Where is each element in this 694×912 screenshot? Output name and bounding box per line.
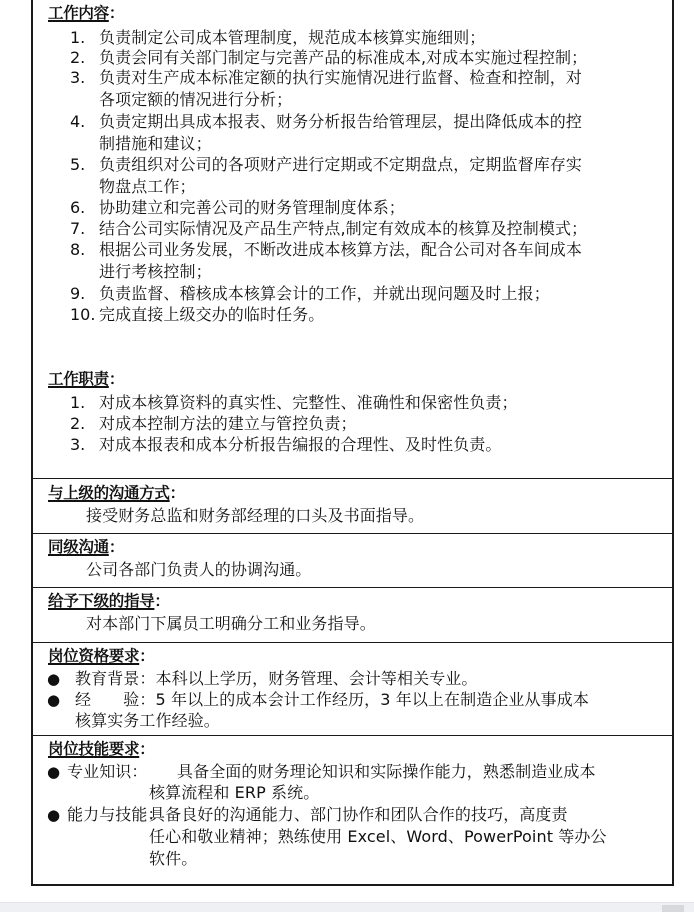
list-number: 6. bbox=[70, 198, 86, 217]
heading-skills-text: 岗位技能要求 bbox=[48, 740, 140, 758]
skill-text-continued: 核算流程和 ERP 系统。 bbox=[149, 783, 320, 802]
list-item: 负责监督、稽核成本核算会计的工作，并就出现问题及时上报； bbox=[99, 284, 550, 303]
heading-subordinate-guidance: 给予下级的指导： bbox=[48, 592, 170, 610]
list-item-continued: 进行考核控制； bbox=[99, 262, 212, 281]
section-text: 公司各部门负责人的协调沟通。 bbox=[86, 560, 312, 579]
list-item: 根据公司业务发展，不断改进成本核算方法，配合公司对各车间成本 bbox=[99, 240, 583, 259]
list-item: 完成直接上级交办的临时任务。 bbox=[99, 305, 325, 324]
skill-label: 能力与技能： bbox=[67, 805, 164, 824]
heading-superior-communication: 与上级的沟通方式： bbox=[48, 484, 185, 502]
list-number: 10. bbox=[70, 305, 96, 324]
qualification-experience: 经 验：5 年以上的成本会计工作经历，3 年以上在制造企业从事成本 bbox=[75, 690, 589, 709]
section-subordinate-guidance bbox=[33, 588, 672, 643]
heading-superior-communication-text: 与上级的沟通方式 bbox=[48, 484, 170, 502]
list-item: 结合公司实际情况及产品生产特点,制定有效成本的核算及控制模式； bbox=[99, 219, 588, 238]
section-text: 对本部门下属员工明确分工和业务指导。 bbox=[86, 614, 376, 633]
qualification-education: 教育背景：本科以上学历，财务管理、会计等相关专业。 bbox=[75, 669, 478, 688]
list-number: 7. bbox=[70, 219, 86, 238]
list-item: 协助建立和完善公司的财务管理制度体系； bbox=[99, 198, 405, 217]
section-peer-communication bbox=[33, 534, 672, 588]
list-number: 1. bbox=[70, 393, 86, 412]
heading-responsibilities: 工作职责： bbox=[48, 370, 125, 388]
list-item: 负责对生产成本标准定额的执行实施情况进行监督、检查和控制，对 bbox=[99, 68, 583, 87]
section-skills bbox=[33, 736, 672, 886]
qualification-experience-continued: 核算实务工作经验。 bbox=[75, 711, 220, 730]
list-item: 对成本核算资料的真实性、完整性、准确性和保密性负责； bbox=[99, 393, 518, 412]
section-qualifications bbox=[33, 643, 672, 736]
heading-responsibilities-text: 工作职责 bbox=[48, 370, 109, 388]
list-item: 负责会同有关部门制定与完善产品的标准成本,对成本实施过程控制； bbox=[99, 48, 588, 67]
list-number: 4. bbox=[70, 112, 86, 131]
list-number: 5. bbox=[70, 155, 86, 174]
list-item-continued: 各项定额的情况进行分析； bbox=[99, 90, 293, 109]
heading-qualifications-text: 岗位资格要求 bbox=[48, 647, 140, 665]
list-number: 2. bbox=[70, 414, 86, 433]
skill-text: 具备全面的财务理论知识和实际操作能力，熟悉制造业成本 bbox=[177, 762, 596, 781]
bullet-icon: ● bbox=[47, 691, 61, 709]
list-number: 8. bbox=[70, 240, 86, 259]
heading-qualifications: 岗位资格要求： bbox=[48, 647, 155, 665]
list-item-continued: 物盘点工作； bbox=[99, 177, 196, 196]
section-superior-communication bbox=[33, 479, 672, 534]
list-number: 3. bbox=[70, 68, 86, 87]
heading-work-content: 工作内容： bbox=[48, 4, 125, 22]
heading-skills: 岗位技能要求： bbox=[48, 740, 155, 758]
heading-work-content-text: 工作内容 bbox=[48, 4, 109, 22]
list-item: 对成本控制方法的建立与管控负责； bbox=[99, 414, 357, 433]
heading-peer-communication-text: 同级沟通 bbox=[48, 538, 109, 556]
heading-subordinate-guidance-text: 给予下级的指导 bbox=[48, 592, 155, 610]
heading-peer-communication: 同级沟通： bbox=[48, 538, 125, 556]
list-item-continued: 制措施和建议； bbox=[99, 134, 212, 153]
bullet-icon: ● bbox=[47, 763, 61, 781]
section-work-content bbox=[33, 0, 672, 479]
job-description-table bbox=[31, 0, 674, 886]
list-item: 负责定期出具成本报表、财务分析报告给管理层，提出降低成本的控 bbox=[99, 112, 583, 131]
list-item: 负责组织对公司的各项财产进行定期或不定期盘点，定期监督库存实 bbox=[99, 155, 583, 174]
list-number: 2. bbox=[70, 48, 86, 67]
bullet-icon: ● bbox=[47, 670, 61, 688]
section-text: 接受财务总监和财务部经理的口头及书面指导。 bbox=[86, 506, 425, 525]
list-number: 3. bbox=[70, 435, 86, 454]
skill-text-continued: 任心和敬业精神；熟练使用 Excel、Word、PowerPoint 等办公 bbox=[149, 827, 607, 846]
skill-text-continued: 软件。 bbox=[149, 849, 198, 868]
list-number: 1. bbox=[70, 28, 86, 47]
skill-label: 专业知识： bbox=[67, 762, 148, 781]
list-item: 对成本报表和成本分析报告编报的合理性、及时性负责。 bbox=[99, 435, 502, 454]
skill-text: 具备良好的沟通能力、部门协作和团队合作的技巧，高度责 bbox=[149, 805, 568, 824]
bullet-icon: ● bbox=[47, 806, 61, 824]
list-item: 负责制定公司成本管理制度，规范成本核算实施细则； bbox=[99, 28, 486, 47]
list-number: 9. bbox=[70, 284, 86, 303]
